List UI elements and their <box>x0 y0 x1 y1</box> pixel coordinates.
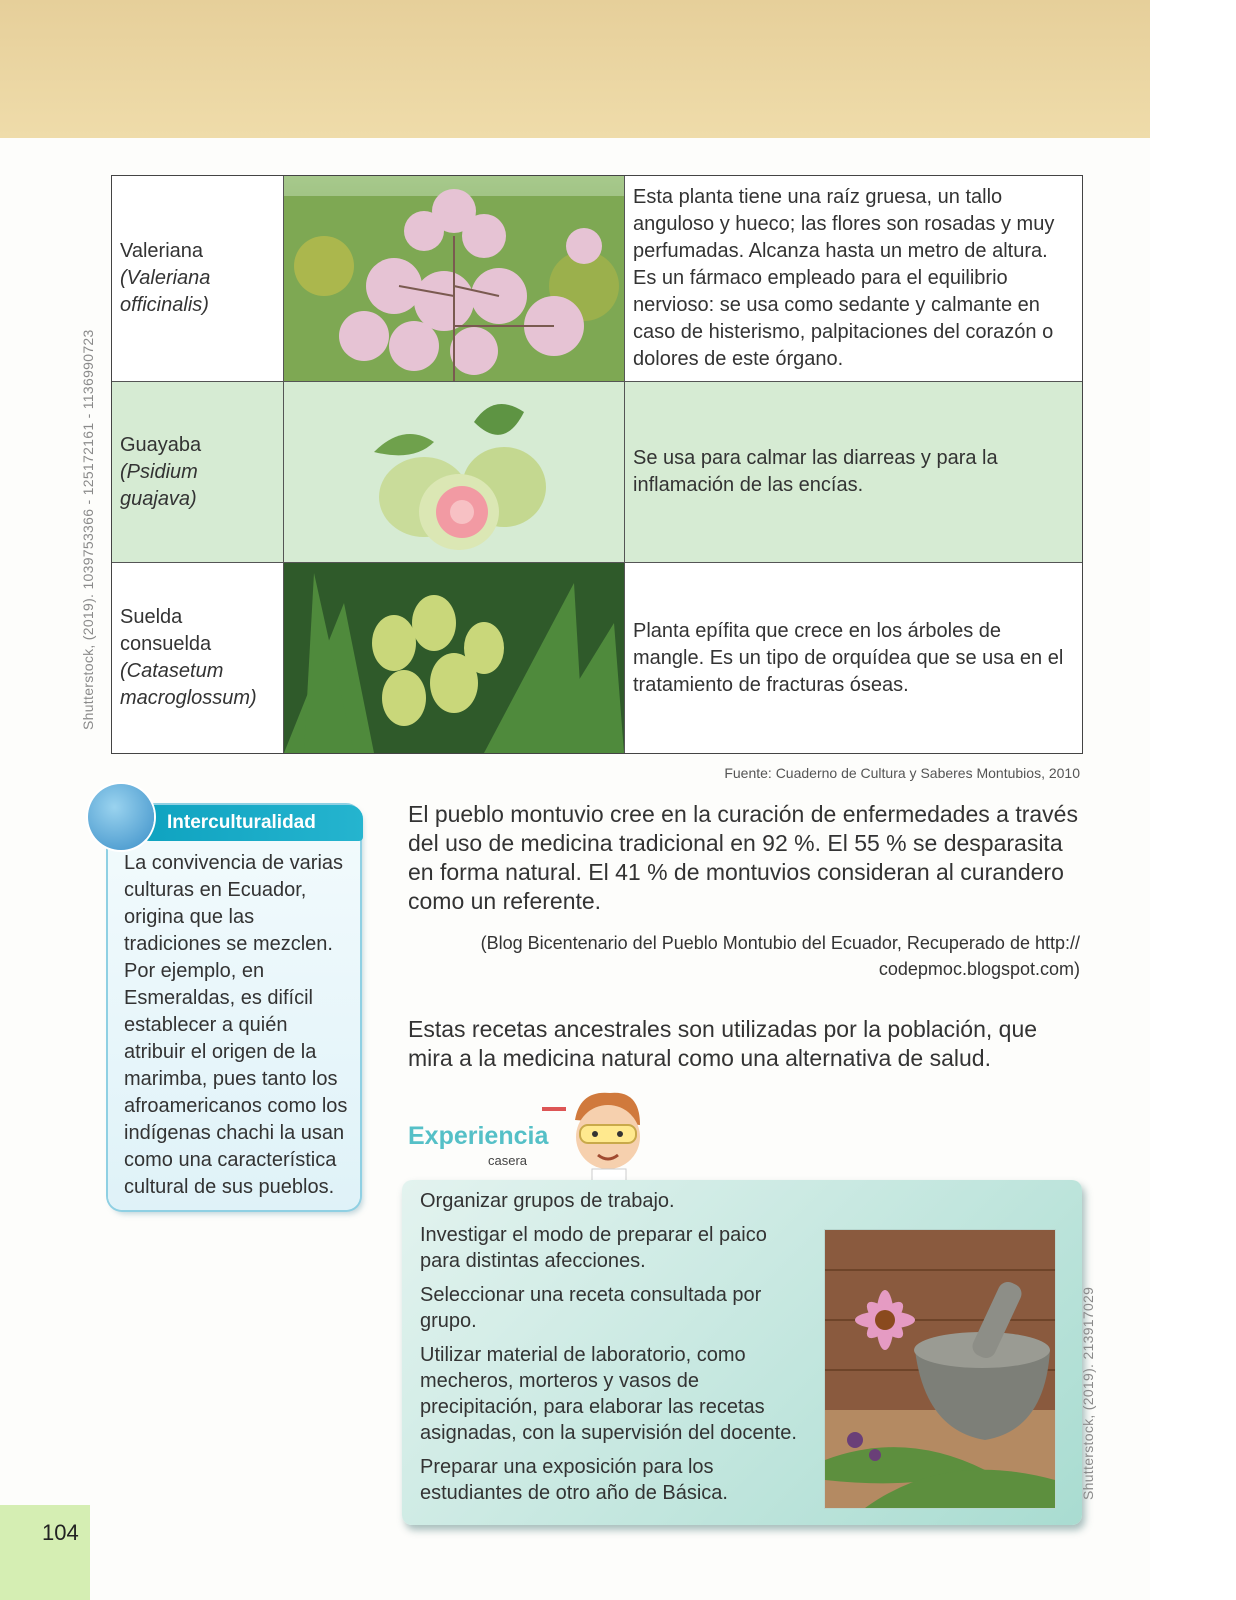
experiencia-subtitle: casera <box>488 1153 528 1168</box>
mortar-flowers-photo <box>825 1230 1055 1508</box>
list-item: Organizar grupos de trabajo. <box>420 1190 675 1212</box>
page-margin-right <box>1150 0 1236 1600</box>
plant-common-name: Guayaba <box>120 433 202 456</box>
table-source: Fuente: Cuaderno de Cultura y Saberes Montubios, 2010 <box>724 765 1080 781</box>
interculturalidad-title: Interculturalidad <box>145 805 363 841</box>
plant-name-cell <box>112 176 284 381</box>
image-credit-right: Shutterstock, (2019). 213917029 <box>1080 1286 1096 1500</box>
plant-name-cell <box>112 382 284 562</box>
page-number: 104 <box>42 1520 79 1545</box>
valeriana-photo <box>284 176 625 381</box>
table-row <box>112 563 1082 753</box>
plant-name-cell <box>112 563 284 753</box>
plant-common-name: Valeriana <box>120 240 204 262</box>
plant-description: Se usa para calmar las diarreas y para la inflamación de las encías. <box>633 447 998 496</box>
guayaba-photo <box>284 382 625 562</box>
scientist-character-icon <box>540 1085 660 1185</box>
paragraph-2: Estas recetas ancestrales son utilizadas por la población, que mira a la medicina natural como una alternativa de salud. <box>408 1016 1038 1071</box>
table-row <box>112 382 1082 563</box>
list-item: Utilizar material de laboratorio, como mecheros, morteros y vasos de precipitación, para elaborar las recetas asignadas, con la supervisión del docente. <box>420 1344 797 1444</box>
image-credit-left: Shutterstock, (2019). 1039753366 - 125172161 - 1136990723 <box>80 329 96 730</box>
plant-scientific-name: (Valeriana officinalis) <box>120 267 211 316</box>
globe-icon <box>88 784 154 850</box>
table-row <box>112 176 1082 382</box>
plant-scientific-name: (Psidium guajava) <box>120 460 198 510</box>
experiencia-title: Experiencia <box>408 1122 549 1150</box>
plant-common-name: Suelda consuelda <box>120 606 212 655</box>
plant-description: Planta epífita que crece en los árboles de mangle. Es un tipo de orquídea que se usa en el tratamiento de fracturas óseas. <box>633 619 1064 696</box>
medicinal-plants-table <box>111 175 1083 754</box>
plant-scientific-name: (Catasetum macroglossum) <box>120 660 257 709</box>
interculturalidad-text <box>124 850 349 1201</box>
top-color-band <box>0 0 1150 138</box>
citation-line: (Blog Bicentenario del Pueblo Montubio del Ecuador, Recuperado de http:// <box>480 933 1080 953</box>
list-item: Seleccionar una receta consultada por grupo. <box>420 1284 762 1332</box>
experiencia-list <box>420 1188 810 1514</box>
list-item: Preparar una exposición para los estudiantes de otro año de Básica. <box>420 1456 728 1504</box>
citation-line: codepmoc.blogspot.com) <box>878 959 1080 979</box>
citation <box>460 930 1080 982</box>
suelda-consuelda-photo <box>284 563 625 753</box>
plant-description: Esta planta tiene una raíz gruesa, un tallo anguloso y hueco; las flores son rosadas y muy perfumadas. Alcanza hasta un metro de altura. Es un fármaco empleado para el equilibrio nervioso: se usa como sedante y calmante en caso de histerismo, palpitaciones del corazón o dolores de este órgano. <box>633 186 1055 370</box>
list-item: Investigar el modo de preparar el paico para distintas afecciones. <box>420 1224 767 1272</box>
interculturalidad-paragraph: La convivencia de varias culturas en Ecuador, origina que las tradiciones se mezclen. Por ejemplo, en Esmeraldas, es difícil establecer a quién atribuir el origen de la marimba, pues tanto los afroamericanos como los indígenas chachi la usan como una característica cultural de sus pueblos. <box>124 852 348 1198</box>
main-paragraph: El pueblo montuvio cree en la curación de enfermedades a través del uso de medicina tradicional en 92 %. El 55 % se desparasita en forma natural. El 41 % de montuvios consideran al curandero como un referente. <box>408 801 1078 914</box>
